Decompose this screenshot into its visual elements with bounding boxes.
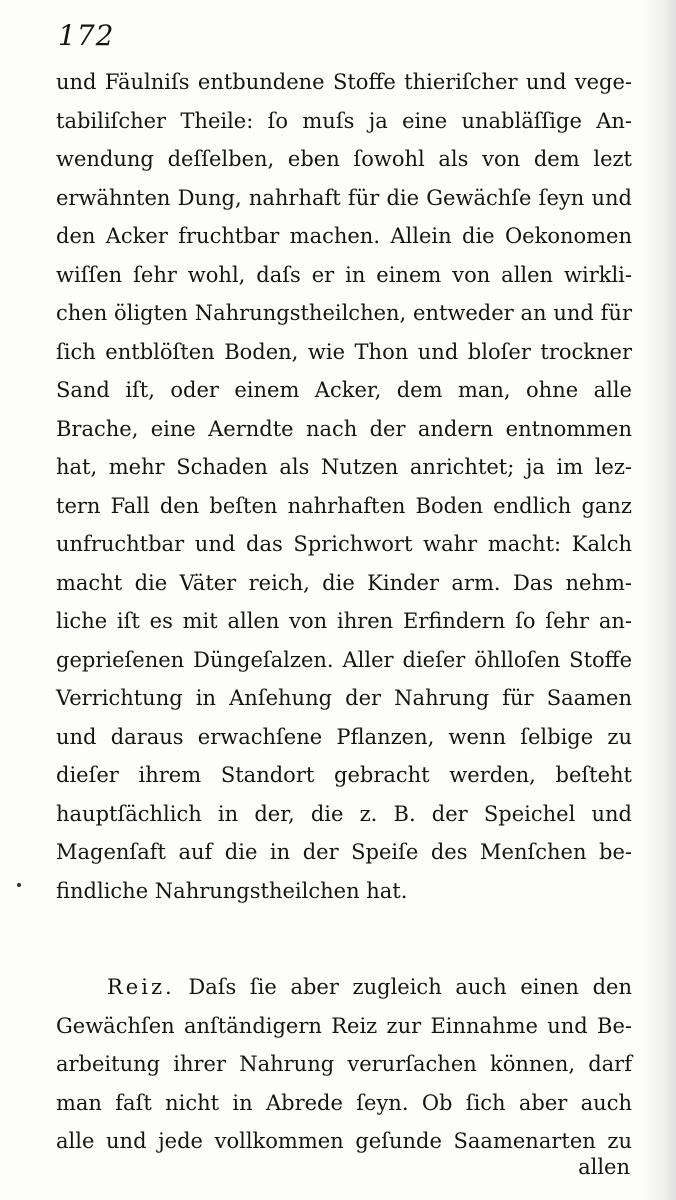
text-line: unfruchtbar und das Sprichwort wahr macht: Kalch xyxy=(56,532,632,556)
paragraph-1 xyxy=(56,63,632,910)
text-line: hat, mehr Schaden als Nutzen anrichtet; ja im lez- xyxy=(56,455,632,479)
text-line: dieſer ihrem Standort gebracht werden, beſteht xyxy=(56,763,632,787)
ink-speck xyxy=(17,883,21,887)
text-line: ſich entblöſten Boden, wie Thon und bloſer trockner xyxy=(56,339,632,364)
section-heading: Reiz. xyxy=(107,975,175,999)
paragraph-2 xyxy=(56,968,632,1161)
text-line-rest: Daſs ſie aber zugleich auch einen den xyxy=(188,975,632,999)
text-line: wiſſen ſehr wohl, daſs er in einem von allen wirkli- xyxy=(56,262,632,287)
paragraph-gap xyxy=(56,910,632,968)
text-line: tern Fall den beſten nahrhaften Boden endlich ganz xyxy=(56,493,632,518)
text-line: erwähnten Dung, nahrhaft für die Gewächſe ſeyn und xyxy=(56,185,632,210)
text-line: findliche Nahrungstheilchen hat. xyxy=(56,878,408,903)
text-line: macht die Väter reich, die Kinder arm. Das nehm- xyxy=(56,570,632,595)
text-line: arbeitung ihrer Nahrung verurſachen können, darf xyxy=(56,1052,632,1076)
text-line: chen öligten Nahrungstheilchen, entweder an und für xyxy=(56,301,632,325)
text-line: alle und jede vollkommen geſunde Saamenarten zu xyxy=(56,1129,632,1153)
text-line-with-heading xyxy=(56,968,632,1007)
text-line: und daraus erwachſene Pflanzen, wenn ſelbige zu xyxy=(56,724,632,749)
text-line: hauptſächlich in der, die z. B. der Speichel und xyxy=(56,801,632,826)
text-line: wendung deſſelben, eben ſowohl als von dem lezt xyxy=(56,147,632,171)
text-line: den Acker fruchtbar machen. Allein die Oekonomen xyxy=(56,224,632,248)
text-line: liche iſt es mit allen von ihren Erfindern ſo ſehr an- xyxy=(56,609,632,633)
text-line: und Fäulniſs entbundene Stoffe thieriſcher und vege- xyxy=(56,70,632,94)
text-line: tabiliſcher Theile: ſo muſs ja eine unabläſſige An- xyxy=(56,108,632,133)
text-line: Gewächſen anſtändigern Reiz zur Einnahme und Be- xyxy=(56,1013,632,1038)
text-line: Verrichtung in Anſehung der Nahrung für Saamen xyxy=(56,686,632,710)
page-gutter-shadow xyxy=(642,0,676,1200)
text-line: Sand iſt, oder einem Acker, dem man, ohne alle xyxy=(56,378,632,402)
body-text xyxy=(56,63,632,1161)
text-line: geprieſenen Düngeſalzen. Aller dieſer öhlloſen Stoffe xyxy=(56,647,632,672)
page-number: 172 xyxy=(58,19,115,52)
text-line: Magenſaft auf die in der Speiſe des Menſchen be- xyxy=(56,840,632,864)
text-line: man faſt nicht in Abrede ſeyn. Ob ſich aber auch xyxy=(56,1090,632,1115)
catchword: allen xyxy=(578,1155,630,1179)
text-line: Brache, eine Aerndte nach der andern entnommen xyxy=(56,416,632,441)
